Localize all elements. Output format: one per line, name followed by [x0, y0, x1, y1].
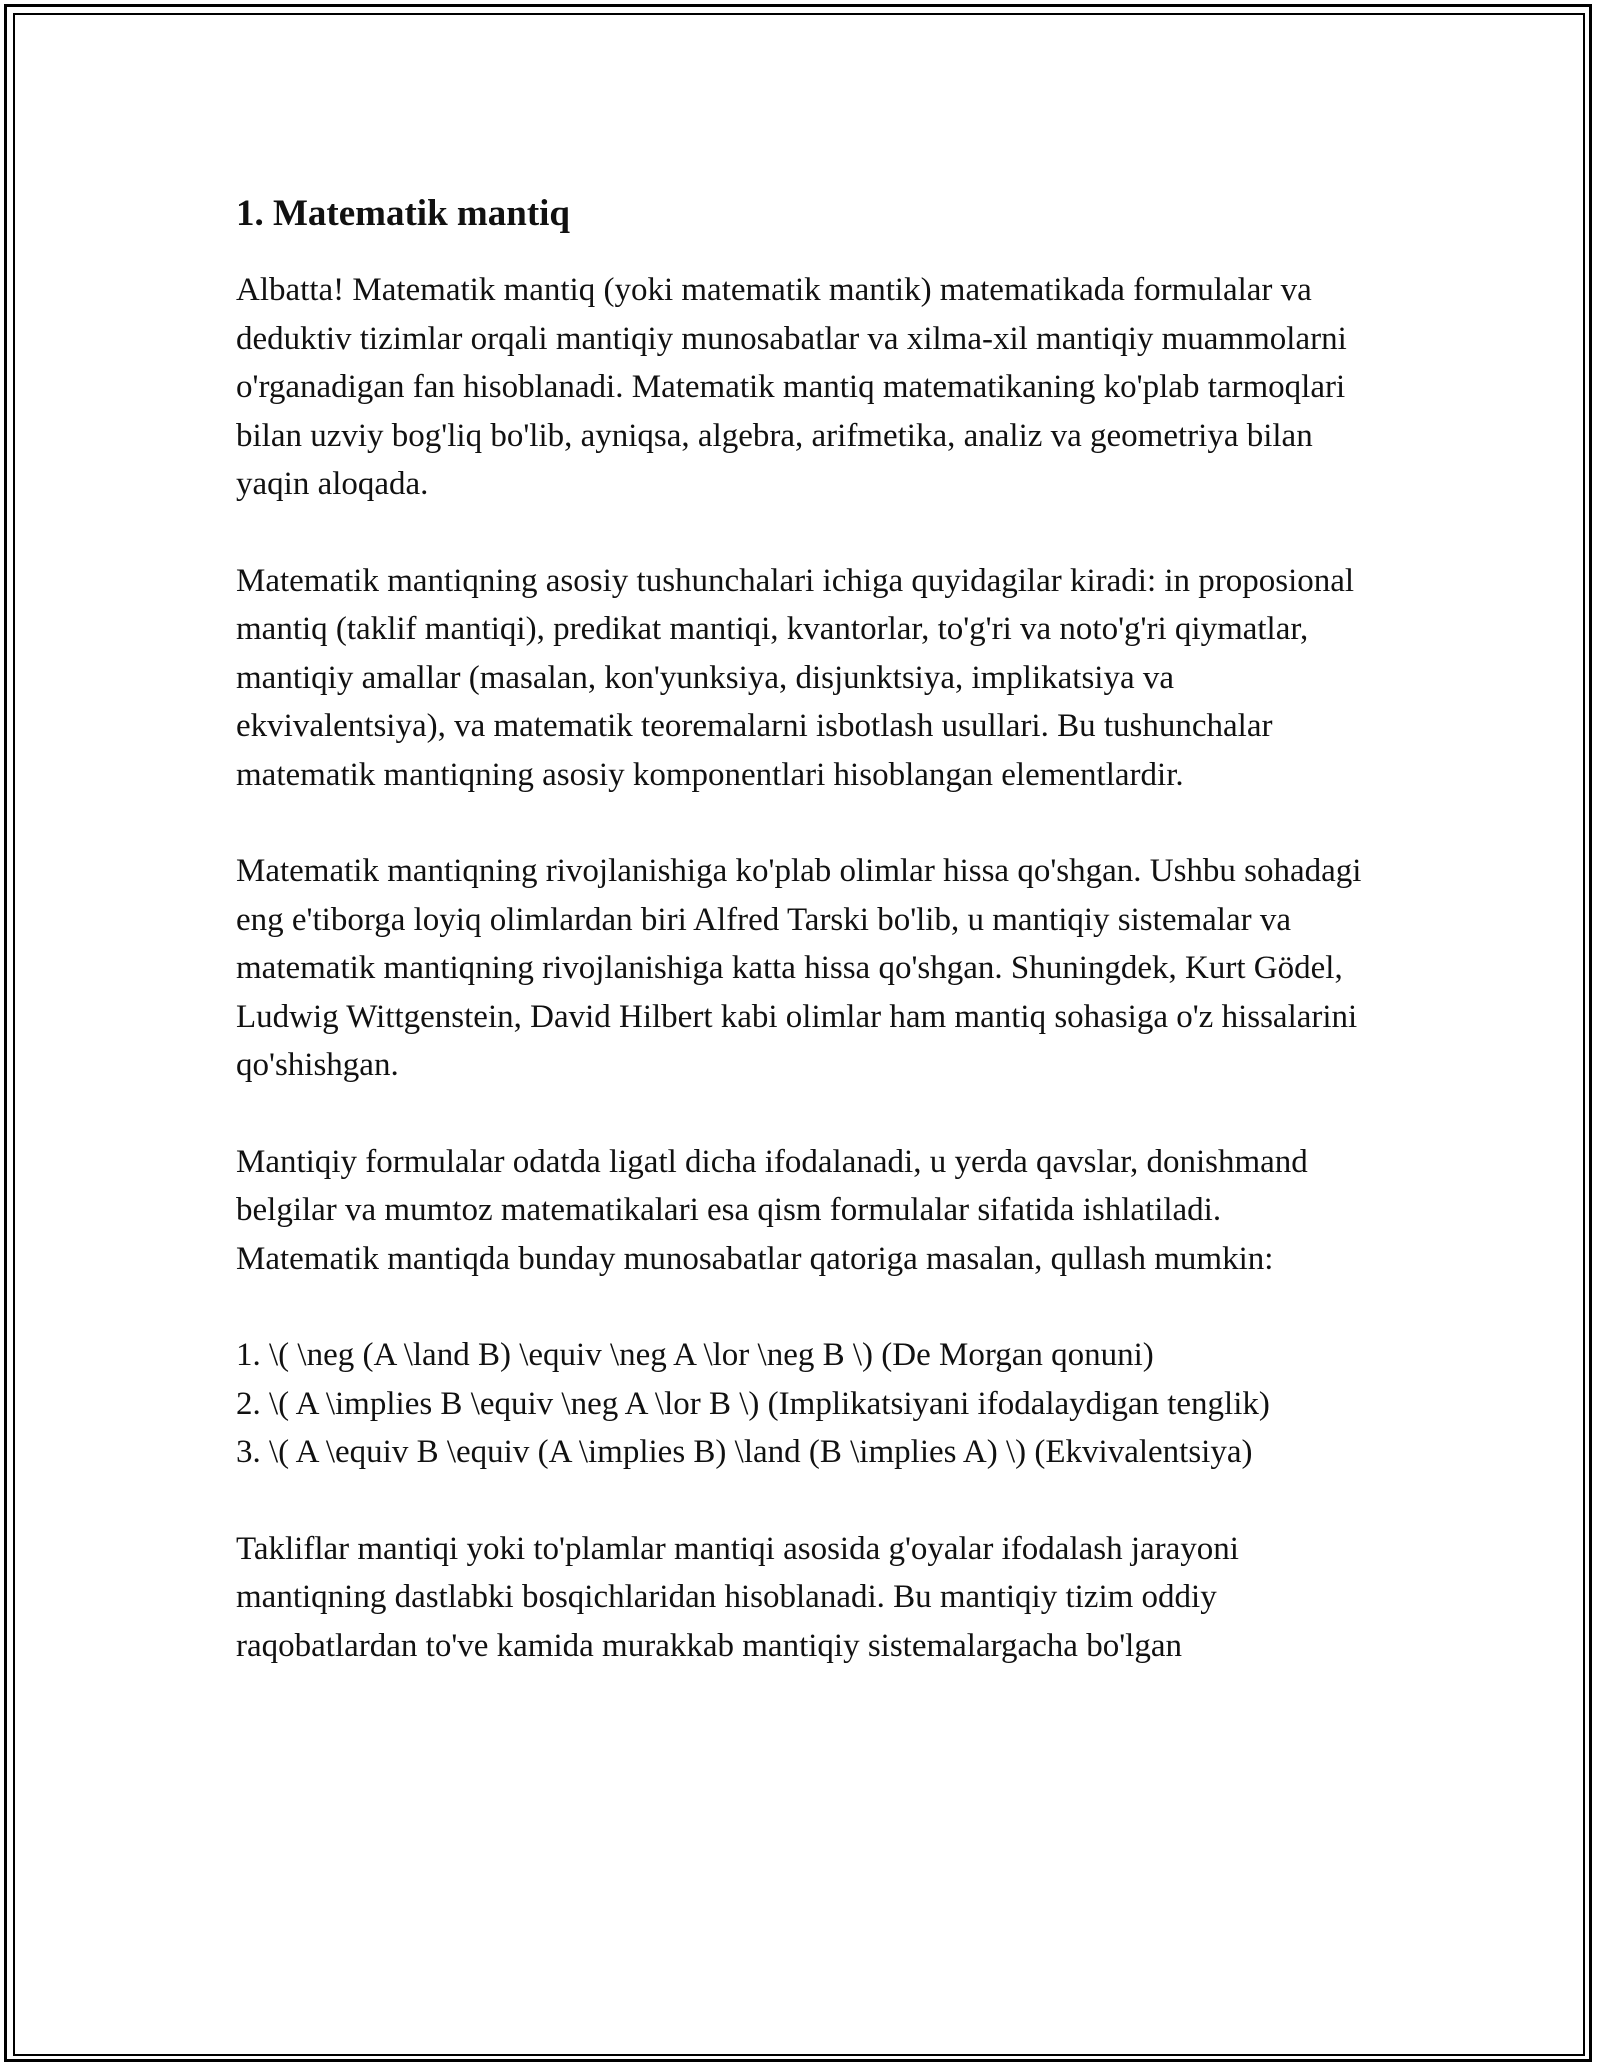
paragraph-scholars: Matematik mantiqning rivojlanishiga ko'plab olimlar hissa qo'shgan. Ushbu sohadagi eng e'tiborga loyiq olimlardan biri Alfred Tarski bo'lib, u mantiqiy sistemalar va matematik mantiqning rivojlanishiga katta hissa qo'shgan. Shuningdek, Kurt Gödel, Ludwig Wittgenstein, David Hilbert kabi olimlar ham mantiq sohasiga o'z hissalarini qo'shishgan.: [236, 853, 1362, 1083]
document-body: [236, 184, 1366, 1718]
paragraph-formulas: Mantiqiy formulalar odatda ligatl dicha ifodalanadi, u yerda qavslar, donishmand belgilar va mumtoz matematikalari esa qism formulalar sifatida ishlatiladi. Matematik mantiqda bunday munosabatlar qatoriga masalan, qullash mumkin:: [236, 1143, 1308, 1277]
list-item: 2. \( A \implies B \equiv \neg A \lor B \) (Implikatsiyani ifodalaydigan tenglik): [236, 1385, 1270, 1422]
section-heading: 1. Matematik mantiq: [236, 193, 570, 234]
list-item: 1. \( \neg (A \land B) \equiv \neg A \lor \neg B \) (De Morgan qonuni): [236, 1337, 1154, 1373]
paragraph-intro: Albatta! Matematik mantiq (yoki matematik mantik) matematikada formulalar va deduktiv tizimlar orqali mantiqiy munosabatlar va xilma-xil mantiqiy muammolarni o'rganadigan fan hisoblanadi. Matematik mantiq matematikaning ko'plab tarmoqlari bilan uzviy bog'liq bo'lib, ayniqsa, algebra, arifmetika, analiz va geometriya bilan yaqin aloqada.: [236, 272, 1347, 502]
paragraph-concepts: Matematik mantiqning asosiy tushunchalari ichiga quyidagilar kiradi: in proposional mantiq (taklif mantiqi), predikat mantiqi, kvantorlar, to'g'ri va noto'g'ri qiymatlar, mantiqiy amallar (masalan, kon'yunksiya, disjunktsiya, implikatsiya va ekvivalentsiya), va matematik teoremalarni isbotlash usullari. Bu tushunchalar matematik mantiqning asosiy komponentlari hisoblangan elementlardir.: [236, 562, 1355, 793]
formula-list: [236, 1331, 1366, 1477]
list-item: 3. \( A \equiv B \equiv (A \implies B) \land (B \implies A) \) (Ekvivalentsiya): [236, 1434, 1253, 1470]
paragraph-final: Takliflar mantiqi yoki to'plamlar mantiqi asosida g'oyalar ifodalash jarayoni mantiqning dastlabki bosqichlaridan hisoblanadi. Bu mantiqiy tizim oddiy raqobatlardan to've kamida murakkab mantiqiy sistemalargacha bo'lgan: [236, 1530, 1239, 1664]
